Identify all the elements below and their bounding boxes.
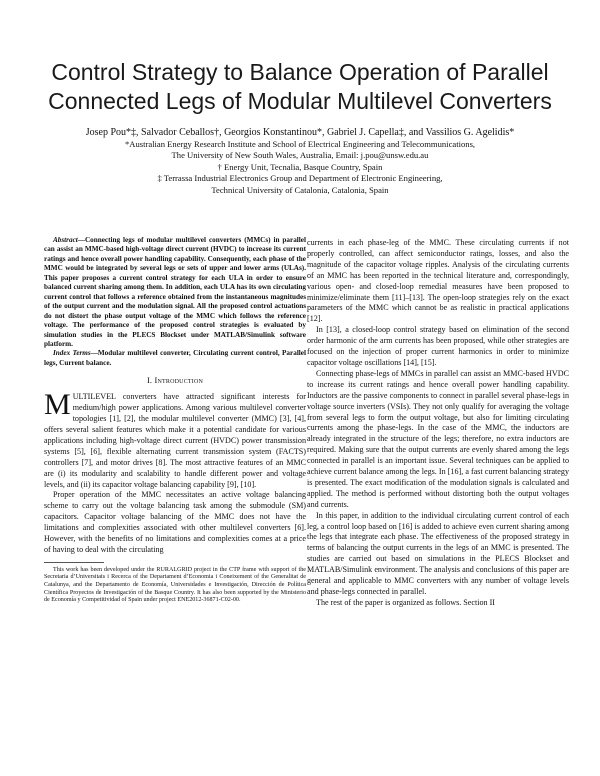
affiliation-5: Technical University of Catalonia, Catalonia, Spain <box>211 185 389 195</box>
intro-paragraph-1-text: ULTILEVEL converters have attracted significant interests for medium/high power applications. Among various multilevel converter topologies [1], [2], the modular multilevel converter (MMC) [3], [4], offers several salient features which make it a potential candidate for various applications including high-voltage direct current (HVDC) power transmission systems [5], [6], flexible alternating current transmission system (FACTS) controllers [7], and motor drives [8]. The most attractive features of an MMC are (i) its modularity and scalability to handle different power and voltage levels, and (ii) its capacitor voltage balancing capability [9], [10]. <box>44 392 306 489</box>
drop-cap: M <box>44 388 71 422</box>
paper-title <box>20 58 580 116</box>
right-column <box>307 238 569 609</box>
affiliation-4: ‡ Terrassa Industrial Electronics Group and Department of Electronic Engineering, <box>157 173 443 183</box>
right-paragraph-1: currents in each phase-leg of the MMC. These circulating currents if not properly controlled, can affect semiconductor ratings, losses, and also the magnitude of the capacitor voltage ripples. Analysis of the circulating currents of an MMC has been reported in the technical literature and, correspondingly, various open- and closed-loop remedial measures have been proposed to minimize/eliminate them [11]–[13]. The open-loop strategies rely on the exact parameters of the MMC which cannot be as realistic in practical applications [12]. <box>307 238 569 324</box>
index-terms-text: —Modular multilevel converter, Circulating current control, Parallel legs, Current balance. <box>44 349 306 367</box>
index-terms-label: Index Terms <box>53 349 91 358</box>
affiliation-3: † Energy Unit, Tecnalia, Basque Country, Spain <box>217 162 383 172</box>
right-paragraph-4: In this paper, in addition to the individual circulating current control of each leg, a control loop based on [16] is added to achieve even current sharing among the legs that integrate each phase. The effectiveness of the proposed strategy in terms of balancing the output currents in the legs of an MMC is presented. The studies are carried out based on simulations in the PLECS Blockset and MATLAB/Simulink environment. The analysis and conclusions of this paper are general and applicable to MMC converters with any number of voltage levels and phase-legs connected in parallel. <box>307 510 569 596</box>
section-title: Introduction <box>154 376 204 386</box>
left-column <box>44 236 306 605</box>
right-paragraph-2: In [13], a closed-loop control strategy based on elimination of the second order harmonic of the arm currents has been proposed, while other strategies are focused on the injection of proper current harmonics in order to minimize capacitor voltage oscillations [14], [15]. <box>307 325 569 367</box>
affiliation-1: *Australian Energy Research Institute and School of Electrical Engineering and Telecommunications, <box>124 139 476 149</box>
title-line-2: Connected Legs of Modular Multilevel Converters <box>48 88 552 114</box>
title-line-1: Control Strategy to Balance Operation of Parallel <box>51 59 549 85</box>
section-number: I. <box>146 376 153 386</box>
affiliation-2: The University of New South Wales, Australia, Email: j.pou@unsw.edu.au <box>171 150 429 160</box>
footnote-rule <box>44 562 104 563</box>
abstract-label: Abstract <box>53 236 78 244</box>
right-paragraph-5: The rest of the paper is organized as follows. Section II <box>316 597 495 607</box>
author-list: Josep Pou*‡, Salvador Ceballos†, Georgios Konstantinou*, Gabriel J. Capella‡, and Vassilios G. Agelidis* <box>85 127 515 138</box>
intro-paragraph-2: Proper operation of the MMC necessitates an active voltage balancing scheme to carry out the voltage balancing task among the submodule (SM) capacitors. Capacitor voltage balancing of the MMC does not have the limitations and complexities associated with other multilevel converters [6]. However, with the benefits of no limitations and complexities comes at a price of having to deal with the circulating <box>44 490 306 554</box>
abstract-text: —Connecting legs of modular multilevel converters (MMCs) in parallel can assist an MMC-based high-voltage direct current (HVDC) to increase its current ratings and hence overall power handling capability. Consequently, each phase of the MMC would be integrated by several legs or sets of upper and lower arms (ULAs). This paper proposes a current control strategy for each ULA in order to ensure balanced current sharing among them. In addition, each ULA has its own circulating current control that follows a reference obtained from the instantaneous magnitudes of the output current and the modulation signal. All the proposed control actuations do not distort the phase output voltage of the MMC which follows the reference voltage. The performance of the proposed control strategies is evaluated by simulation studies in the PLECS Blockset under MATLAB/Simulink software platform. <box>44 236 306 348</box>
footnote: This work has been developed under the RURALGRID project in the CTP frame with support of the Secretaria d’Universitats i Recerca of the Departament d’Economia i Coneixement of the Generalitat de Catalunya, and the Departamento de Economía, Universidades e Investigación, Dirección de Política Científica Proyectos de Investigación of the Basque Country. It has also been supported by the Ministerio de Economía y Competitividad of Spain under project ENE2012-36871-C02-00. <box>44 566 306 604</box>
index-terms <box>44 349 306 368</box>
section-heading <box>44 376 306 387</box>
abstract <box>44 236 306 349</box>
right-paragraph-3: Connecting phase-legs of MMCs in parallel can assist an MMC-based HVDC to increase its current ratings and hence overall power handling capability. Inductors are the passive components to connect in parallel several phase-legs in voltage source inverters (VSIs). They not only qualify for averaging the voltage from several legs to form the output voltage, but also for limiting circulating currents among the phase-legs. In the case of the MMC, the inductors are already integrated in the structure of the legs; therefore, no extra inductors are required. Making sure that the output currents are evenly shared among the legs connected in parallel is an important issue. Several techniques can be applied to achieve current balance among the legs. In [16], a fast current balancing strategy is presented. The exact modification of the modulation signals is calculated and applied. The method is performed without distorting both the output voltages and currents. <box>307 368 569 509</box>
intro-paragraph-1 <box>44 388 306 490</box>
